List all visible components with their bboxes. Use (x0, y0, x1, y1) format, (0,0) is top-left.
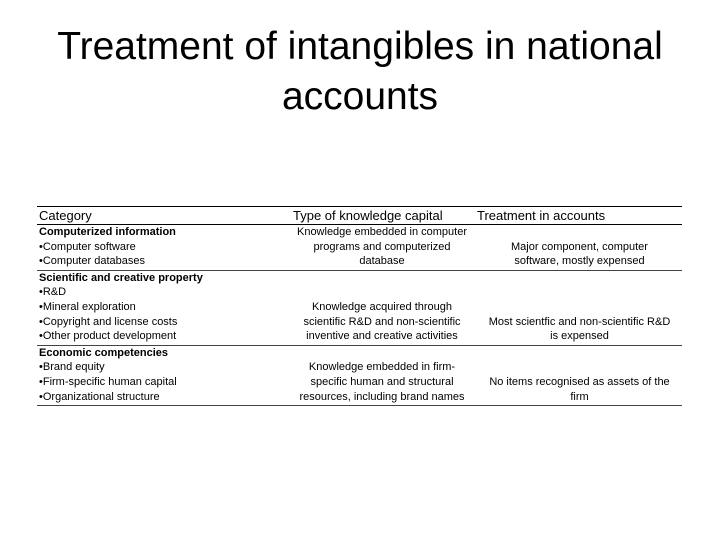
slide-title-line-2: accounts (281, 75, 439, 118)
slide-title (0, 22, 720, 122)
knowledge-line: Knowledge embedded in computer (296, 226, 467, 238)
intangibles-table (37, 206, 682, 406)
category-item: •Computer databases (39, 255, 145, 268)
knowledge-line: inventive and creative activities (306, 330, 458, 343)
treatment-line: Major component, computer (511, 240, 648, 253)
category-item: •Organizational structure (39, 390, 160, 403)
category-item: •Copyright and license costs (39, 315, 178, 328)
category-title: Economic competencies (39, 346, 168, 359)
knowledge-cell (287, 345, 477, 405)
knowledge-cell (287, 225, 477, 271)
table-header-row (37, 207, 682, 225)
treatment-line: No items recognised as assets of the (489, 375, 670, 388)
treatment-line: firm (570, 390, 589, 403)
treatment-line: software, mostly expensed (514, 255, 645, 268)
category-title: Scientific and creative property (39, 271, 203, 284)
knowledge-line: specific human and structural (310, 375, 454, 388)
knowledge-cell (287, 270, 477, 345)
table-row (37, 270, 682, 345)
treatment-line: is expensed (550, 330, 609, 343)
category-item: •R&D (39, 286, 67, 299)
knowledge-line: Knowledge embedded in firm- (308, 361, 456, 374)
category-cell (37, 345, 287, 405)
knowledge-line: database (359, 255, 405, 268)
category-item: •Computer software (39, 240, 136, 253)
header-knowledge-type: Type of knowledge capital (287, 207, 477, 225)
category-item: •Brand equity (39, 361, 105, 374)
category-item: •Firm-specific human capital (39, 375, 177, 388)
table-row (37, 225, 682, 271)
intangibles-table-wrapper (37, 206, 682, 406)
knowledge-line: resources, including brand names (299, 390, 465, 403)
treatment-cell (477, 225, 682, 271)
treatment-line: Most scientfic and non-scientific R&D (488, 315, 671, 328)
treatment-cell (477, 270, 682, 345)
header-category: Category (37, 207, 287, 225)
category-cell (37, 270, 287, 345)
knowledge-line: scientific R&D and non-scientific (303, 315, 461, 328)
table-row (37, 345, 682, 405)
treatment-cell (477, 345, 682, 405)
knowledge-line: programs and computerized (313, 240, 451, 253)
category-item: •Other product development (39, 330, 177, 343)
category-item: •Mineral exploration (39, 300, 136, 313)
slide-title-line-1: Treatment of intangibles in national (57, 25, 663, 68)
knowledge-line: Knowledge acquired through (311, 300, 453, 313)
category-cell (37, 225, 287, 271)
category-title: Computerized information (39, 226, 176, 238)
header-treatment: Treatment in accounts (477, 207, 682, 225)
